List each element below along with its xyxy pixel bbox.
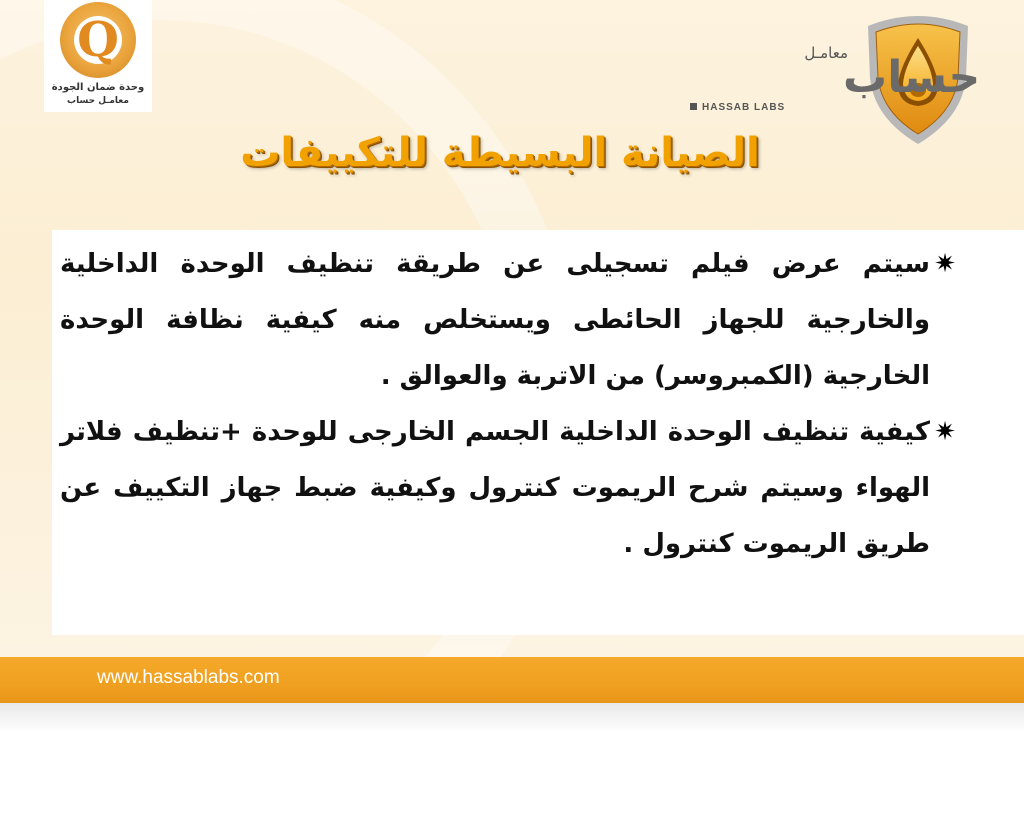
- star-bullet-icon: ✷: [934, 249, 956, 279]
- square-icon: [690, 103, 697, 110]
- quality-logo-caption: وحدة ضمان الجودة: [51, 82, 145, 93]
- bullet-text: كيفية تنظيف الوحدة الداخلية الجسم الخارجى للوحدة +تنظيف فلاتر الهواء وسيتم شرح الريموت كنترول وكيفية ضبط جهاز التكييف عن طريق الريموت كنترول .: [60, 417, 930, 559]
- star-bullet-icon: ✷: [934, 417, 956, 447]
- quality-unit-logo: [44, 0, 152, 112]
- bullet-list: [60, 236, 960, 572]
- footer-shadow: [0, 703, 1024, 733]
- hassab-arabic-large: حساب: [843, 52, 981, 103]
- quality-logo-subcaption: معامـل حساب: [67, 96, 129, 106]
- bullet-item: [60, 236, 960, 404]
- quality-logo-letter: Q: [77, 12, 119, 68]
- hassab-english-name: HASSAB LABS: [690, 102, 820, 113]
- hassab-arabic-small: معامـل: [804, 44, 848, 62]
- bullet-item: [60, 404, 960, 572]
- footer-url: www.hassablabs.com: [97, 667, 280, 688]
- slide-title: الصيانة البسيطة للتكييفات: [240, 130, 760, 176]
- quality-ring-icon: [60, 2, 136, 78]
- bullet-text: سيتم عرض فيلم تسجيلى عن طريقة تنظيف الوحدة الداخلية والخارجية للجهاز الحائطى ويستخلص منه كيفية نظافة الوحدة الخارجية (الكمبروسر) من الاتربة والعوالق .: [60, 249, 930, 391]
- footer-bar: [0, 657, 1024, 703]
